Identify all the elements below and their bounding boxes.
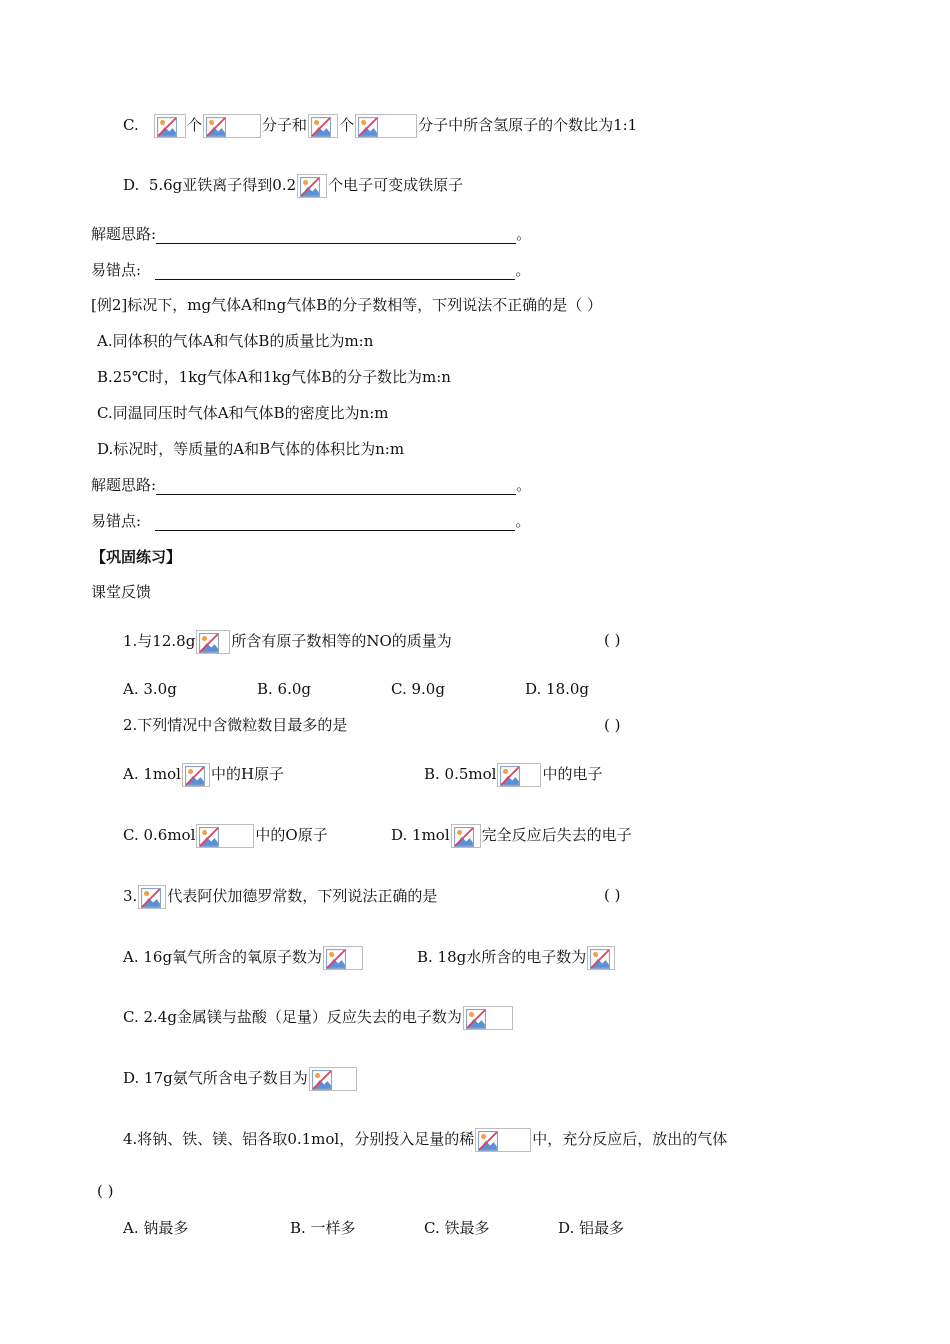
formula-image <box>196 824 254 848</box>
example2-stem: [例2]标况下，mg气体A和ng气体B的分子数相等，下列说法不正确的是（ ） <box>91 296 602 314</box>
formula-image <box>309 1067 357 1091</box>
answer-paren[interactable]: ( ) <box>604 631 621 649</box>
analysis-mistake-2: 易错点: 。 <box>91 512 531 530</box>
formula-image <box>323 946 363 970</box>
answer-blank[interactable] <box>156 478 516 495</box>
analysis-thinking-1: 解题思路: 。 <box>91 225 532 243</box>
analysis-mistake-1: 易错点: 。 <box>91 261 531 279</box>
q1-option-b: B. 6.0g <box>257 680 312 698</box>
q1-option-c: C. 9.0g <box>391 680 445 698</box>
option-c-prev: C. 个 分子和 个 分子中所含氢原子的个数比为1:1 <box>123 114 637 138</box>
answer-paren[interactable]: ( ) <box>604 886 621 904</box>
answer-paren[interactable]: ( ) <box>97 1182 114 1200</box>
answer-blank[interactable] <box>155 263 515 280</box>
formula-image <box>355 114 417 138</box>
formula-image <box>475 1128 531 1152</box>
subsection-title: 课堂反馈 <box>91 583 152 601</box>
q2-option-c: C. 0.6mol 中的O原子 <box>123 824 328 848</box>
formula-image <box>196 630 230 654</box>
analysis-thinking-2: 解题思路: 。 <box>91 476 532 494</box>
question-4: 4.将钠、铁、镁、铝各取0.1mol，分别投入足量的稀 中，充分反应后，放出的气体 <box>123 1128 727 1152</box>
example2-option-d: D.标况时，等质量的A和B气体的体积比为n:m <box>97 440 405 458</box>
question-3: 3. 代表阿伏加德罗常数，下列说法正确的是 <box>123 885 437 909</box>
q4-option-d: D. 铝最多 <box>558 1219 625 1237</box>
q3-option-d: D. 17g氨气所含电子数目为 <box>123 1067 358 1091</box>
question-2: 2.下列情况中含微粒数目最多的是 <box>123 716 348 734</box>
example2-option-c: C.同温同压时气体A和气体B的密度比为n:m <box>97 404 389 422</box>
option-d-prev: D. 5.6g亚铁离子得到0.2 个电子可变成铁原子 <box>123 174 463 198</box>
formula-image <box>154 114 186 138</box>
formula-image <box>463 1006 513 1030</box>
q1-option-d: D. 18.0g <box>525 680 590 698</box>
formula-image <box>451 824 481 848</box>
formula-image <box>308 114 338 138</box>
q3-option-a: A. 16g氧气所含的氧原子数为 <box>123 946 364 970</box>
formula-image <box>138 885 166 909</box>
example2-option-a: A.同体积的气体A和气体B的质量比为m:n <box>97 332 374 350</box>
q4-option-a: A. 钠最多 <box>123 1219 189 1237</box>
q4-option-c: C. 铁最多 <box>424 1219 490 1237</box>
formula-image <box>203 114 261 138</box>
formula-image <box>297 174 327 198</box>
formula-image <box>182 763 210 787</box>
q2-option-a: A. 1mol 中的H原子 <box>123 763 284 787</box>
answer-blank[interactable] <box>155 514 515 531</box>
q1-option-a: A. 3.0g <box>123 680 177 698</box>
section-title: 【巩固练习】 <box>91 548 182 566</box>
formula-image <box>497 763 541 787</box>
answer-paren[interactable]: ( ) <box>604 716 621 734</box>
q4-option-b: B. 一样多 <box>290 1219 356 1237</box>
q3-option-c: C. 2.4g金属镁与盐酸（足量）反应失去的电子数为 <box>123 1006 514 1030</box>
q2-option-b: B. 0.5mol 中的电子 <box>424 763 602 787</box>
formula-image <box>587 946 615 970</box>
question-1: 1.与12.8g 所含有原子数相等的NO的质量为 <box>123 630 452 654</box>
q3-option-b: B. 18g水所含的电子数为 <box>417 946 616 970</box>
answer-blank[interactable] <box>156 227 516 244</box>
example2-option-b: B.25℃时，1kg气体A和1kg气体B的分子数比为m:n <box>97 368 451 386</box>
q2-option-d: D. 1mol 完全反应后失去的电子 <box>391 824 632 848</box>
